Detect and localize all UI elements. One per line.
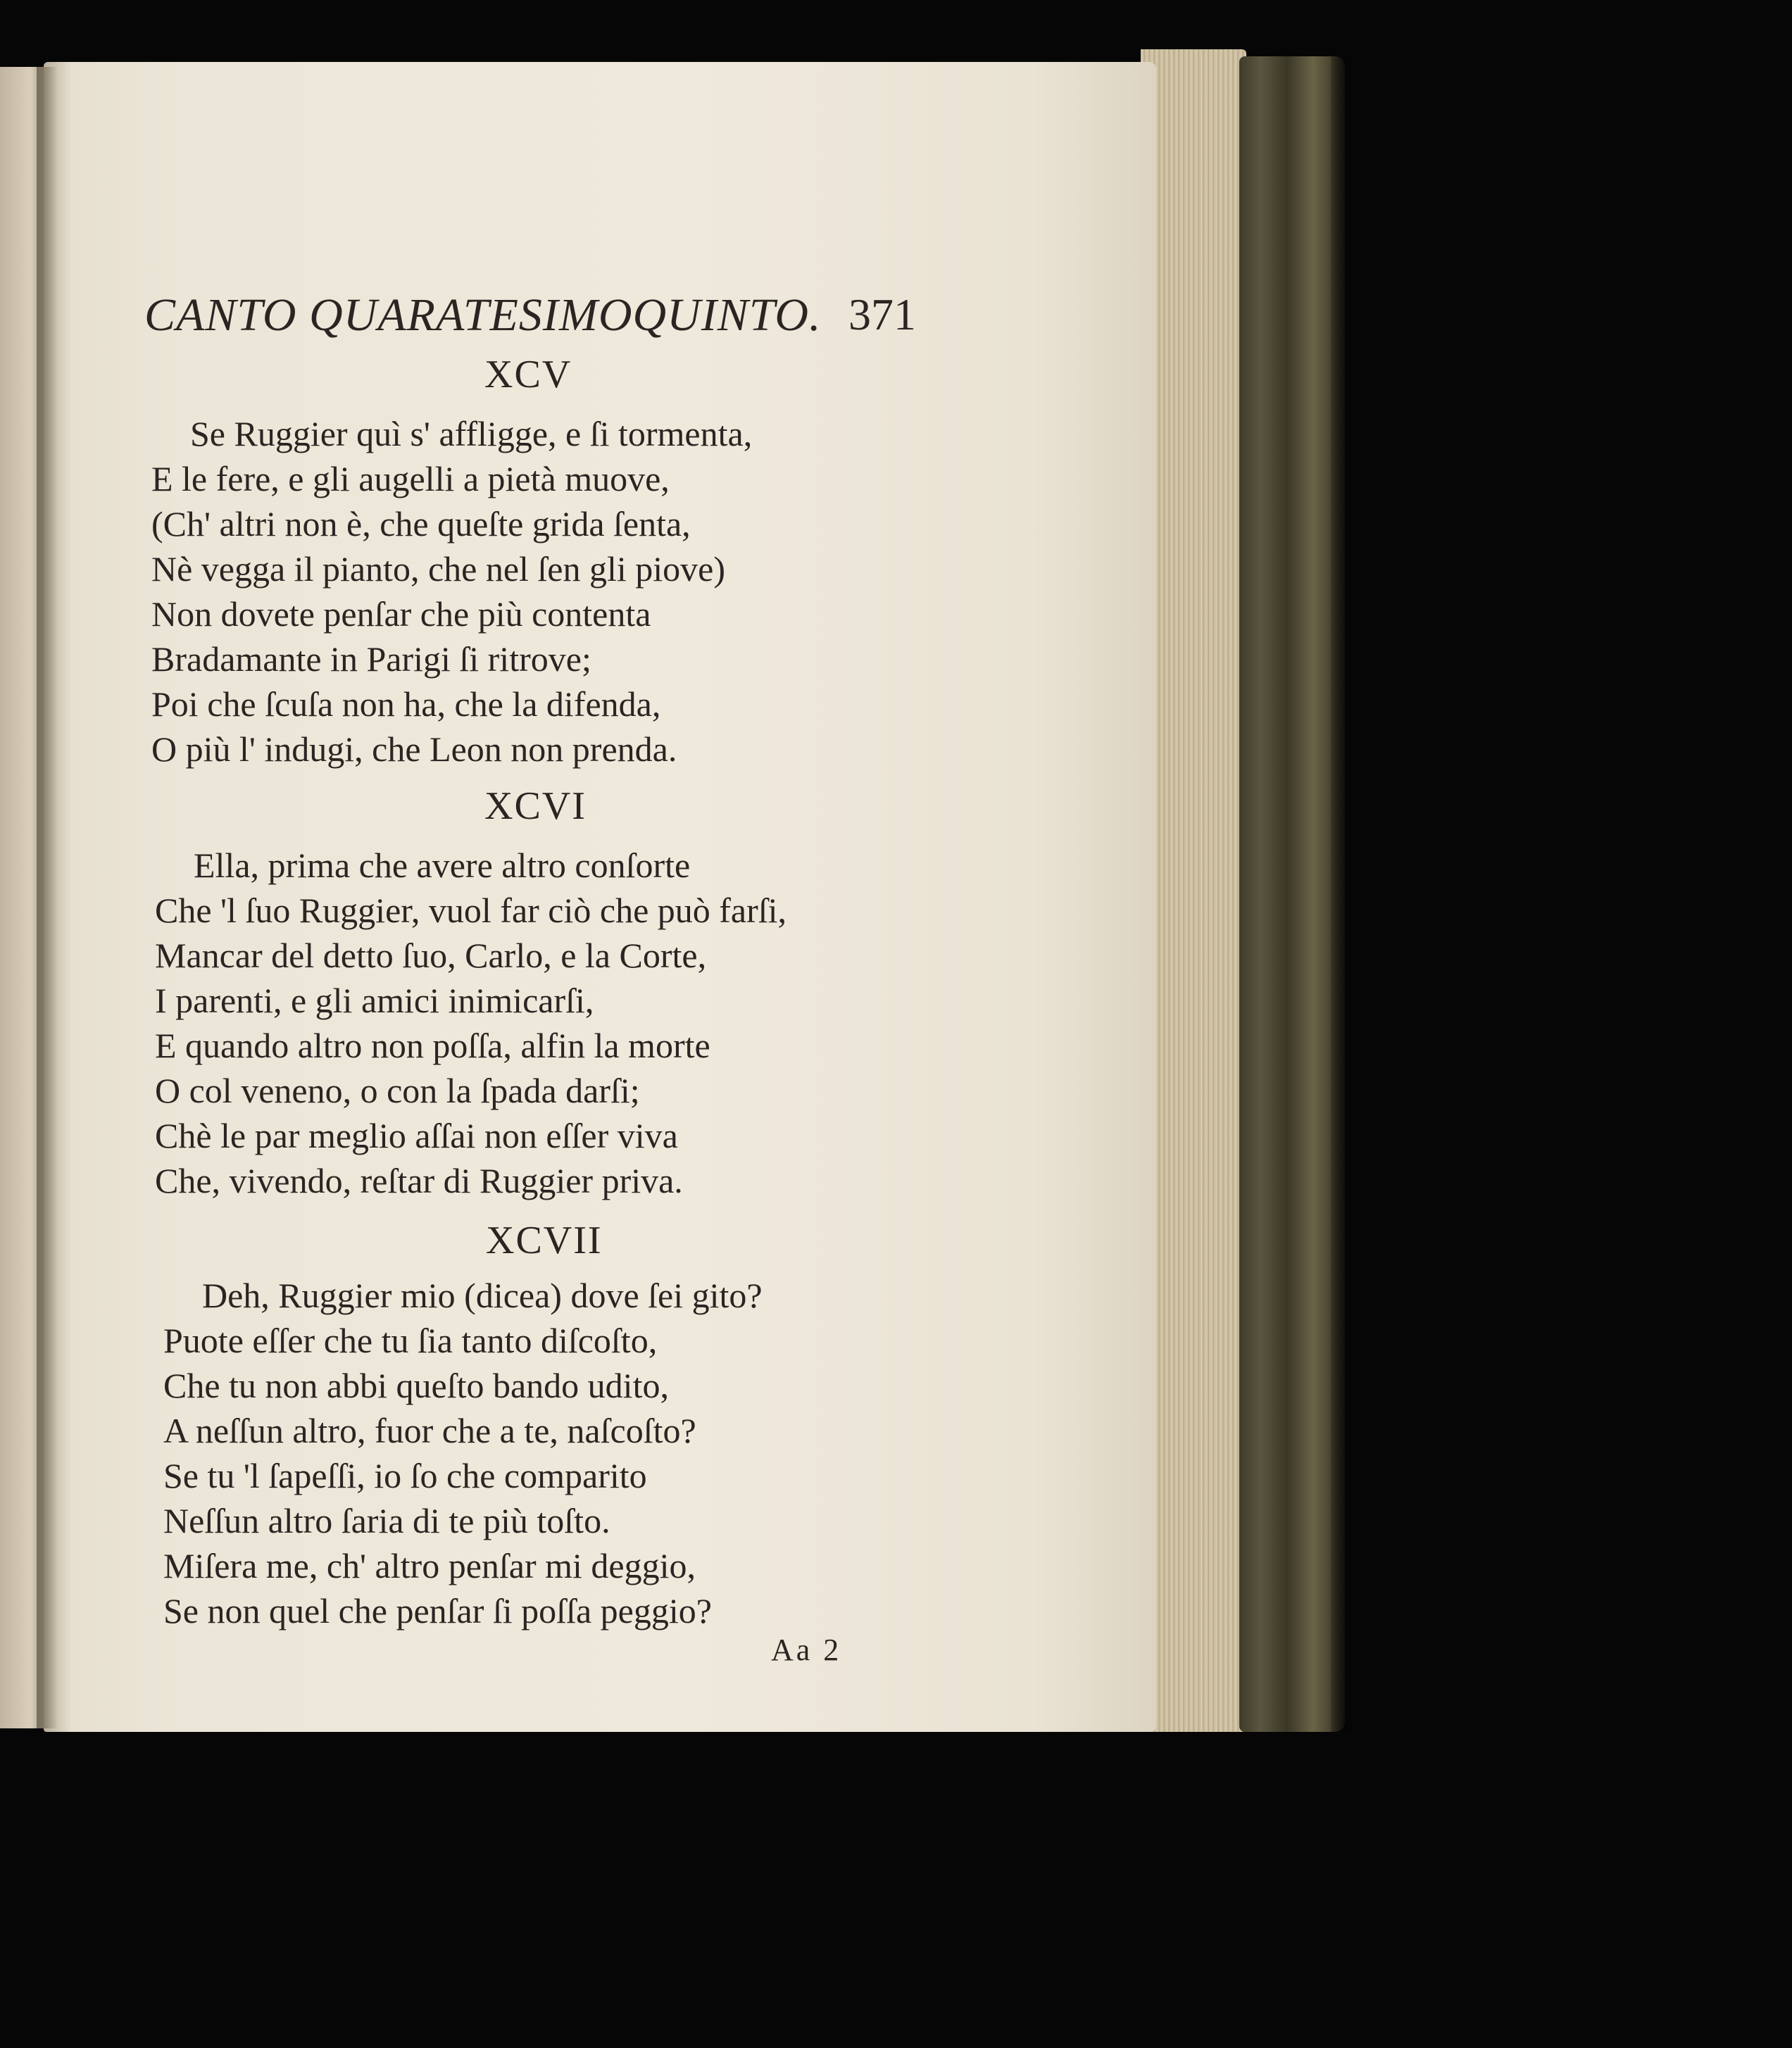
running-head: CANTO QUARATESIMOQUINTO.	[144, 289, 822, 341]
verse-line: Che 'l ſuo Ruggier, vuol far ciò che può farſi,	[155, 891, 787, 930]
verse-line: A neſſun altro, fuor che a te, naſcoſto?	[163, 1411, 696, 1450]
verse-line: E quando altro non poſſa, alfin la morte	[155, 1026, 710, 1065]
verse-line: Nè vegga il pianto, che nel ſen gli piove)	[151, 549, 726, 589]
verse-line: E le fere, e gli augelli a pietà muove,	[151, 459, 670, 498]
fore-edge-pages	[1141, 49, 1246, 1732]
stanza-lines	[151, 411, 752, 772]
verse-line: Che, vivendo, reſtar di Ruggier priva.	[155, 1161, 683, 1200]
verse-line: Ella, prima che avere altro conſorte	[194, 846, 691, 885]
verse-line: Se non quel che penſar ſi poſſa peggio?	[163, 1591, 712, 1631]
verse-line: Se tu 'l ſapeſſi, io ſo che comparito	[163, 1456, 647, 1495]
stanza-number: XCV	[484, 353, 572, 396]
verse-line: O col veneno, o con la ſpada darſi;	[155, 1071, 640, 1110]
stanza-number: XCVII	[486, 1219, 603, 1262]
gutter-shadow	[37, 67, 58, 1728]
stanza-lines	[155, 843, 787, 1203]
verse-line: Chè le par meglio aſſai non eſſer viva	[155, 1116, 678, 1155]
verse-line: Neſſun altro ſaria di te più toſto.	[163, 1501, 610, 1540]
page-number: 371	[848, 289, 916, 339]
verse-line: Che tu non abbi queſto bando udito,	[163, 1366, 669, 1405]
verse-line: Mancar del detto ſuo, Carlo, e la Corte,	[155, 936, 707, 975]
stanza-number: XCVI	[484, 784, 587, 828]
verse-line: Se Ruggier quì s' affligge, e ſi tormenta,	[190, 414, 753, 453]
verse-line: Deh, Ruggier mio (dicea) dove ſei gito?	[202, 1276, 763, 1315]
book-cover	[1239, 56, 1345, 1732]
verse-line: Bradamante in Parigi ſi ritrove;	[151, 639, 591, 679]
verse-line: Miſera me, ch' altro penſar mi deggio,	[163, 1546, 696, 1585]
verse-line: (Ch' altri non è, che queſte grida ſenta,	[151, 504, 691, 544]
verse-line: I parenti, e gli amici inimicarſi,	[155, 981, 594, 1020]
stanza-lines	[163, 1273, 763, 1633]
cover-shadow	[1331, 56, 1352, 1732]
verse-line: Poi che ſcuſa non ha, che la difenda,	[151, 684, 661, 724]
signature-mark: Aa 2	[771, 1633, 842, 1667]
verse-line: O più l' indugi, che Leon non prenda.	[151, 729, 677, 769]
verse-line: Non dovete penſar che più contenta	[151, 594, 651, 634]
verse-line: Puote eſſer che tu ſia tanto diſcoſto,	[163, 1321, 658, 1360]
